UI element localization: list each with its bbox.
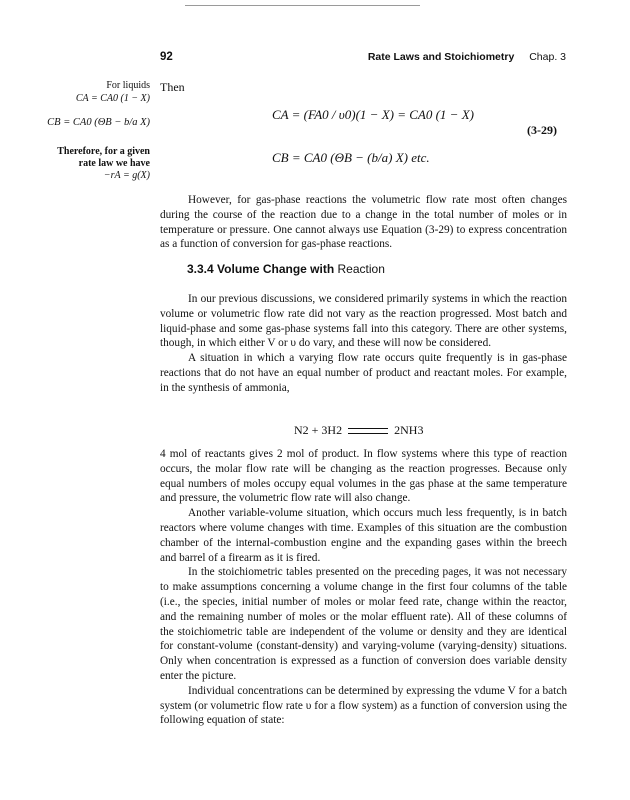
paragraphs-block-b: [160, 447, 567, 728]
equation-number: (3-29): [527, 123, 557, 137]
section-title-bold: Volume Change with: [217, 262, 335, 276]
paragraph: 4 mol of reactants gives 2 mol of product. In flow systems where this type of reaction occurs, the molar flow rate will be changing as the reaction progresses. Because only equal numbers of moles occupy equal volumes in the gas phase at the same temperature and pressure, the volumetric flow rate will also change.: [160, 448, 567, 505]
margin-ca-liquid: CA = CA0 (1 − X): [75, 93, 150, 104]
section-title-plain: Reaction: [337, 262, 385, 276]
margin-for-liquids: For liquids: [106, 80, 150, 91]
paragraph: A situation in which a varying flow rate occurs quite frequently is in gas-phase reactions that do not have an equal number of product and reactant moles. For example, in the synthesis of ammonia,: [160, 352, 567, 394]
reaction-products: 2NH3: [394, 423, 424, 437]
page-number: 92: [160, 51, 173, 63]
section-heading: [187, 262, 385, 276]
paragraph: Another variable-volume situation, which occurs much less frequently, is in batch reactors where volume changes with time. Examples of this situation are the combustion chamber of the internal-combustion engine and the expanding gases within the breech and barrel of a firearm as it is fired.: [160, 507, 567, 564]
running-title: Rate Laws and Stoichiometry: [367, 51, 515, 63]
equation-ca: CA = (FA0 / υ0)(1 − X) = CA0 (1 − X): [272, 107, 474, 122]
paragraph-text: However, for gas-phase reactions the volumetric flow rate most often changes during the course of the reaction due to a change in the total number of moles or in temperature or pressure. One cannot always use Equation (3-29) to express concentration as a function of conversion for gas-phase reactions.: [160, 194, 567, 251]
paragraph-gas-phase: [160, 193, 567, 252]
paragraph: In the stoichiometric tables presented on the preceding pages, it was not necessary to make assumptions concerning a volume change in the first four columns of the table (i.e., the species, initial number of moles or molar feed rate, change within the reactor, and the remaining number of moles or the molar effluent rate). All of these columns of the stoichiometric table are independent of the volume or density and they are identical for constant-volume (constant-density) and varying-volume (varying-density) situations. Only when concentration is expressed as a function of conversion does variable density enter the picture.: [160, 566, 567, 682]
margin-therefore-line2: rate law we have: [78, 158, 150, 169]
paragraph: In our previous discussions, we considered primarily systems in which the reaction volume or volumetric flow rate did not vary as the reaction progressed. Most batch and liquid-phase and some gas-phase systems fall into this category. There are other systems, though, in which either V or υ do vary, and these will now be considered.: [160, 293, 567, 350]
equation-cb: CB = CA0 (ΘB − (b/a) X) etc.: [272, 150, 430, 165]
margin-therefore-line1: Therefore, for a given: [57, 146, 150, 157]
top-rule: [185, 5, 420, 6]
ammonia-reaction: [294, 423, 423, 438]
reaction-reactants: N2 + 3H2: [294, 423, 343, 437]
paragraph: Individual concentrations can be determined by expressing the vdume V for a batch system (or volumetric flow rate υ for a flow system) as a function of conversion using the following equation of state:: [160, 684, 567, 727]
chapter-label: Chap. 3: [529, 51, 566, 63]
margin-cb-liquid: CB = CA0 (ΘB − b/a X): [47, 117, 150, 128]
paragraphs-block-a: [160, 292, 567, 396]
section-number: 3.3.4: [187, 262, 214, 276]
then-word: Then: [160, 80, 185, 94]
margin-rate-form: −rA = g(X): [103, 170, 150, 181]
equilibrium-arrow-icon: [348, 427, 388, 435]
running-header: [368, 51, 566, 63]
